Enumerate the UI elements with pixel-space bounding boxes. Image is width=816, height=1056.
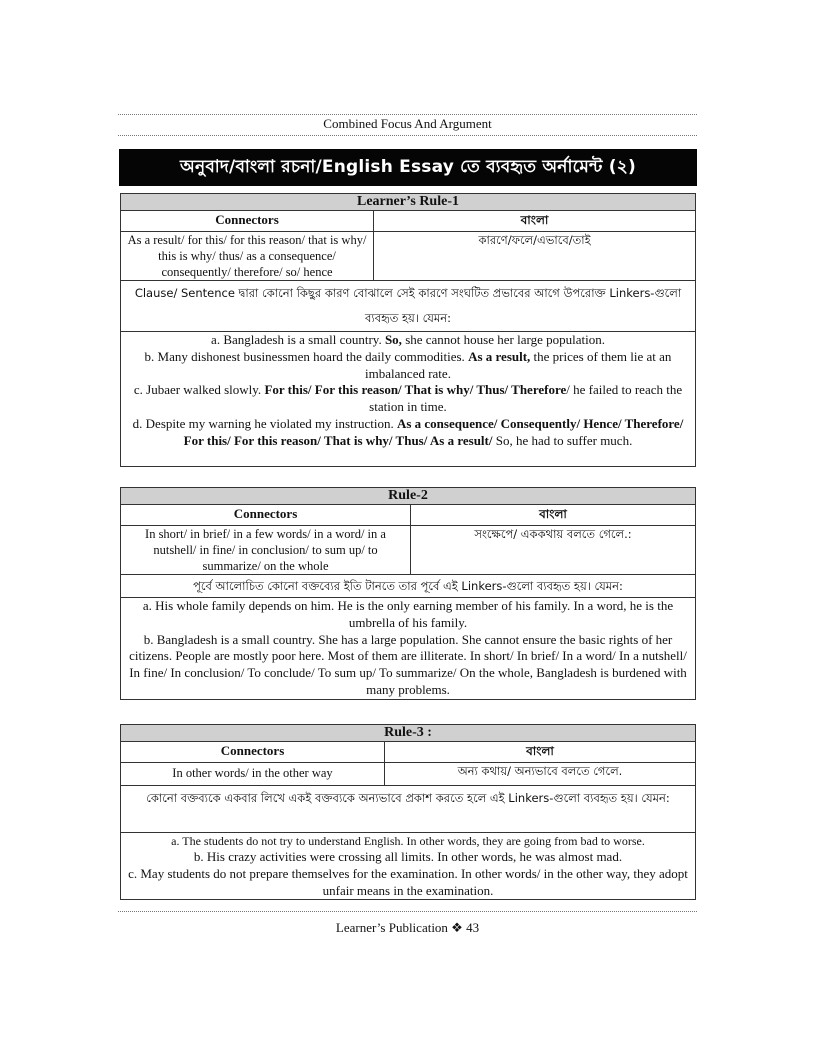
example-item: c. Jubaer walked slowly. For this/ For this reason/ That is why/ Thus/ Therefore/ he failed to reach the station in time. [133,382,683,415]
example-item: a. His whole family depends on him. He is the only earning member of his family. In a word, he is the umbrella of his family. [142,598,674,630]
example-item: b. His crazy activities were crossing all limits. In other words, he was almost mad. [193,849,623,864]
example-item: c. May students do not prepare themselves for the examination. In other words/ in the other way, they adopt unfair means in the examination. [128,865,688,898]
connectors-heading: Connectors [121,742,385,763]
section-banner: অনুবাদ/বাংলা রচনা/English Essay তে ব্যবহৃত অর্নামেন্ট (২) [119,149,697,186]
header-bottom-rule [118,135,697,136]
example-item: b. Many dishonest businessmen hoard the daily commodities. As a result, the prices of them lie at an imbalanced rate. [144,348,672,381]
rule-2-table [120,487,696,700]
examples-cell [121,332,696,467]
running-header: Combined Focus And Argument [323,116,492,131]
rule-description: কোনো বক্তব্যকে একবার লিখে একই বক্তব্যকে অন্যভাবে প্রকাশ করতে হলে এই Linkers-গুলো ব্যবহৃত হয়। যেমন: [121,786,696,833]
page-footer: Learner’s Publication ❖ 43 [335,920,480,935]
example-item: b. Bangladesh is a small country. She has a large population. She cannot ensure the basic rights of her citizens. People are mostly poor here. Most of them are illiterate. In short/ In brief/ In a word/ In a nutshell/ In fine/ In conclusion/ To conclude/ To sum up/ To summarize/ On the whole, Bangladesh is burdened with many problems. [129,631,687,697]
examples-cell [121,833,696,900]
footer-rule [118,911,697,912]
rule-title: Rule-3 : [121,725,696,742]
examples-cell [121,598,696,700]
rule-description: পূর্বে আলোচিত কোনো বক্তব্যের ইতি টানতে তার পূর্বে এই Linkers-গুলো ব্যবহৃত হয়। যেমন: [121,575,696,598]
example-item: a. Bangladesh is a small country. So, she cannot house her large population. [211,332,605,347]
example-item: a. The students do not try to understand English. In other words, they are going from bad to worse. [171,834,645,848]
example-item: d. Despite my warning he violated my instruction. As a consequence/ Consequently/ Hence/ Therefore/ For this/ For this reason/ That is why/ Thus/ As a result/ So, he had to suffer much. [132,415,684,448]
header-top-rule [118,114,697,115]
bangla-cell: অন্য কথায়/ অন্যভাবে বলতে গেলে. [385,763,696,786]
rule-description: Clause/ Sentence দ্বারা কোনো কিছুর কারণ বোঝালে সেই কারণে সংঘটিত প্রভাবের আগে উপরোক্ত Linkers-গুলো ব্যবহৃত হয়। যেমন: [121,281,696,332]
connectors-heading: Connectors [121,505,411,526]
connectors-cell: In short/ in brief/ in a few words/ in a word/ in a nutshell/ in fine/ in conclusion/ to sum up/ to summarize/ on the whole [121,526,411,575]
bangla-heading: বাংলা [385,742,696,763]
bangla-heading: বাংলা [411,505,696,526]
rule-title: Rule-2 [121,488,696,505]
rule-3-table [120,724,696,900]
bangla-cell: কারণে/ফলে/এভাবে/তাই [374,232,696,281]
bangla-cell: সংক্ষেপে/ এককথায় বলতে গেলে.: [411,526,696,575]
connectors-cell: In other words/ in the other way [121,763,385,786]
connectors-heading: Connectors [121,211,374,232]
bangla-heading: বাংলা [374,211,696,232]
rule-1-table [120,193,696,467]
rule-title: Learner’s Rule-1 [121,194,696,211]
connectors-cell: As a result/ for this/ for this reason/ that is why/ this is why/ thus/ as a consequence/ consequently/ therefore/ so/ hence [121,232,374,281]
